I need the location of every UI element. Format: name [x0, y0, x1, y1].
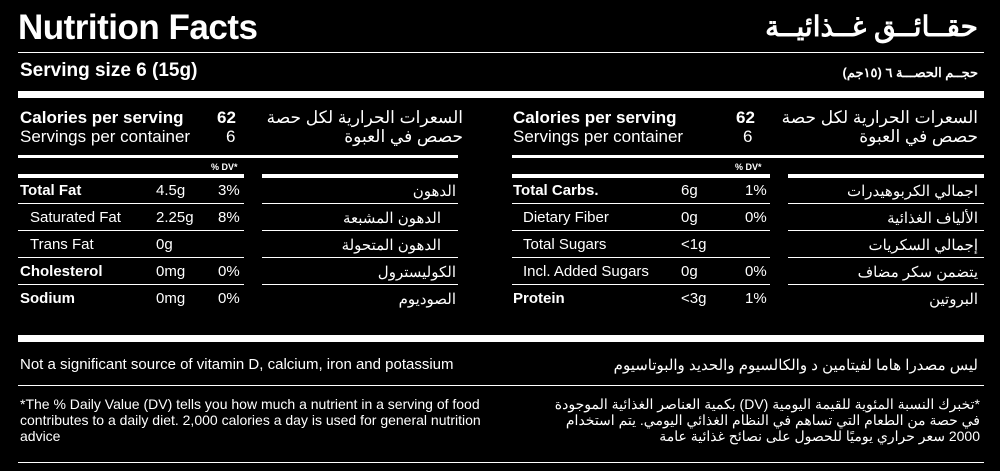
dv-footnote-english: *The % Daily Value (DV) tells you how much a nutrient in a serving of food contributes to a daily diet. 2,000 calories a day is used for general nutrition advice: [20, 396, 481, 444]
nutrient-amount: 4.5g: [156, 182, 186, 199]
servings-label-arabic: حصص في العبوة: [859, 127, 978, 146]
row-divider: [262, 230, 458, 231]
divider: [512, 174, 770, 178]
nutrient-amount: <3g: [681, 290, 707, 307]
nutrient-label-arabic: الصوديوم: [398, 291, 456, 308]
divider: [18, 155, 458, 158]
servings-label-arabic: حصص في العبوة: [344, 127, 463, 146]
nutrient-label-arabic: إجمالي السكريات: [868, 237, 978, 254]
divider: [512, 155, 984, 158]
row-divider: [262, 284, 458, 285]
dv-header: % DV*: [211, 162, 238, 172]
not-significant-english: Not a significant source of vitamin D, calcium, iron and potassium: [20, 356, 454, 373]
nutrient-dv: 1%: [745, 182, 767, 199]
nutrient-label: Cholesterol: [20, 263, 103, 280]
calories-value: 62: [217, 108, 236, 127]
nutrient-label-arabic: الدهون المتحولة: [341, 237, 441, 254]
row-divider: [512, 284, 770, 285]
nutrient-label-arabic: يتضمن سكر مضاف: [857, 264, 978, 281]
servings-label: Servings per container: [513, 127, 684, 146]
nutrient-label: Total Carbs.: [513, 182, 599, 199]
dv-footnote-arabic: *تخبرك النسبة المئوية للقيمة اليومية (DV) بكمية العناصر الغذائية الموجودة في حصة من الطعام التي تساهم في النظام الغذائي اليومي. يتم استخدام 2000 سعر حراري يوميًا للحصول على نصائح غذائية عامة: [554, 396, 980, 444]
title-arabic: حقــائــق غــذائيــة: [765, 11, 978, 42]
row-divider: [788, 230, 984, 231]
title-english: Nutrition Facts: [18, 8, 258, 47]
row-divider: [788, 284, 984, 285]
row-divider: [18, 230, 244, 231]
nutrient-label: Protein: [513, 290, 565, 307]
servings-value: 6: [226, 127, 236, 146]
nutrient-label: Saturated Fat: [30, 209, 121, 226]
servings-label: Servings per container: [20, 127, 191, 146]
nutrient-dv: 1%: [745, 290, 767, 307]
nutrient-label-arabic: اجمالي الكربوهيدرات: [847, 183, 978, 200]
nutrient-label: Dietary Fiber: [523, 209, 609, 226]
dv-header: % DV*: [735, 162, 762, 172]
nutrient-label-arabic: الدهون: [412, 183, 456, 200]
servings-value: 6: [743, 127, 753, 146]
nutrient-amount: 0mg: [156, 263, 186, 280]
nutrient-dv: 0%: [218, 263, 240, 280]
divider: [18, 385, 984, 386]
row-divider: [788, 203, 984, 204]
nutrient-label: Total Sugars: [523, 236, 607, 253]
nutrient-amount: 0mg: [156, 290, 186, 307]
row-divider: [512, 230, 770, 231]
calories-label: Calories per serving: [20, 108, 184, 127]
nutrient-dv: 0%: [218, 290, 240, 307]
nutrient-amount: 6g: [681, 182, 698, 199]
serving-size-arabic: حجــم الحصـــة ٦ (١٥جم): [842, 65, 978, 80]
calories-value: 62: [736, 108, 755, 127]
nutrient-amount: 0g: [681, 263, 698, 280]
nutrient-amount: 0g: [156, 236, 173, 253]
nutrient-label: Trans Fat: [30, 236, 94, 253]
nutrient-label: Incl. Added Sugars: [523, 263, 649, 280]
thick-divider: [18, 335, 984, 342]
nutrient-label-arabic: البروتين: [929, 291, 978, 308]
nutrient-label: Sodium: [20, 290, 75, 307]
nutrient-dv: 0%: [745, 263, 767, 280]
nutrient-amount: 0g: [681, 209, 698, 226]
divider: [788, 174, 984, 178]
serving-size-english: Serving size 6 (15g): [20, 60, 198, 81]
not-significant-arabic: ليس مصدرا هاما لفيتامين د والكالسيوم والحديد والبوتاسيوم: [613, 357, 978, 374]
divider: [262, 174, 458, 178]
nutrient-label-arabic: الدهون المشبعة: [342, 210, 441, 227]
row-divider: [512, 203, 770, 204]
divider: [18, 52, 984, 53]
thick-divider: [18, 91, 984, 98]
nutrient-dv: 0%: [745, 209, 767, 226]
nutrient-label-arabic: الكوليسترول: [377, 264, 456, 281]
nutrient-amount: 2.25g: [156, 209, 194, 226]
nutrient-dv: 8%: [218, 209, 240, 226]
calories-label-arabic: السعرات الحرارية لكل حصة: [266, 108, 463, 127]
row-divider: [512, 257, 770, 258]
row-divider: [18, 284, 244, 285]
row-divider: [18, 257, 244, 258]
nutrient-label: Total Fat: [20, 182, 82, 199]
row-divider: [262, 203, 458, 204]
row-divider: [788, 257, 984, 258]
calories-label: Calories per serving: [513, 108, 677, 127]
calories-label-arabic: السعرات الحرارية لكل حصة: [781, 108, 978, 127]
divider: [18, 462, 984, 463]
divider: [18, 174, 244, 178]
nutrient-amount: <1g: [681, 236, 707, 253]
row-divider: [262, 257, 458, 258]
nutrient-label-arabic: الألياف الغذائية: [887, 210, 978, 227]
row-divider: [18, 203, 244, 204]
nutrient-dv: 3%: [218, 182, 240, 199]
